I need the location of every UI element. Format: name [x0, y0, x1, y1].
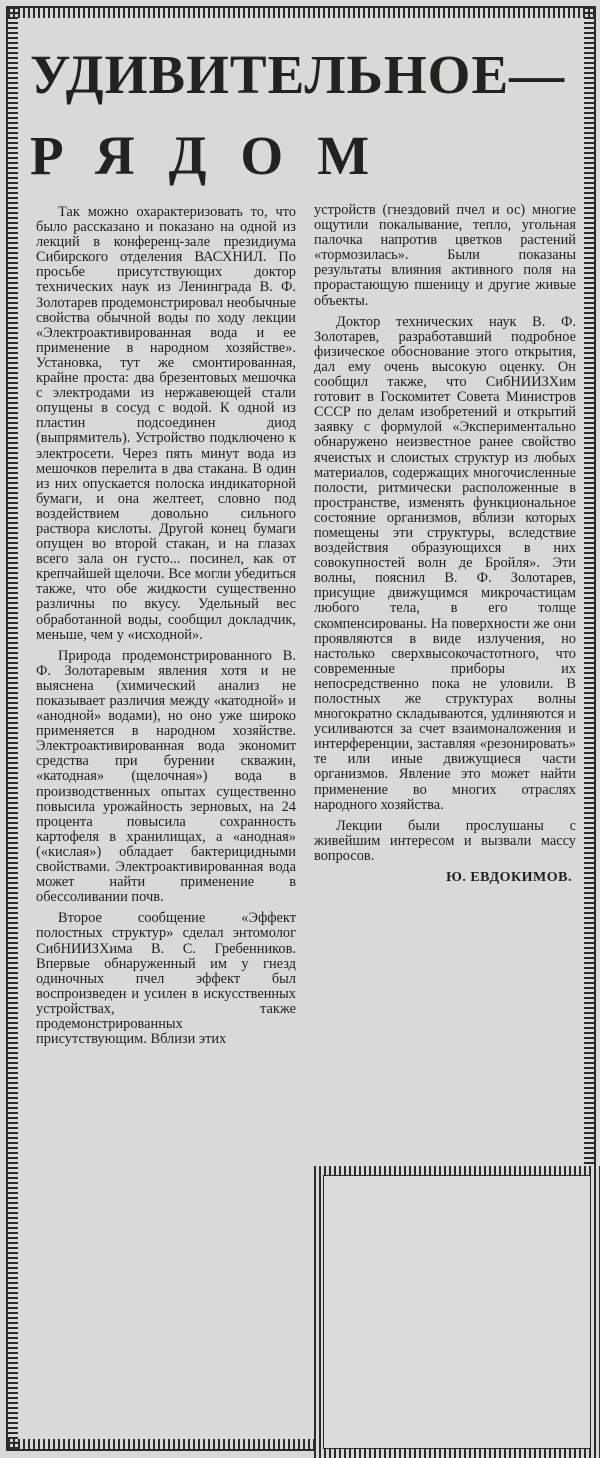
paragraph: Доктор технических наук В. Ф. Золотарев, разработавший подробное физическое обоснование этого открытия, дал ему очень высокую оценку. Он сообщил также, что СибНИИЗХим готовит в Госкомитет Совета Министров СССР по делам изобретений и открытий заявку с формулой «Экспериментально обнаружено неизвестное ранее свойство ячеистых и слоистых структур из любых материалов, содержащих многочисленные полости, ритмически расположенные в пространстве, изменять функциональное состояние организмов, вблизи которых помещены эти структуры, вследствие воздействия образующихся в них совокупностей волн де Бройля». Эти волны, пояснил В. Ф. Золотарев, присущие движущимся микрочастицам любого тела, в его толще скомпенсированы. На поверхности же они проявляются в виде излучения, но настолько сверхвысокочастотного, что современные приборы их непосредственно пока не уловили. В полостных же структурах волны многократно складываются, удлиняются и усиливаются за счет взаимоналожения и интерференции, заставляя «резонировать» те или иные движущиеся части организмов. Явление это может найти применение во многих отраслях народного хозяйства. — [314, 313, 576, 813]
paragraph: Второе сообщение «Эффект полостных структур» сделал энтомолог СибНИИЗХима В. С. Гребенников. Впервые обнаруженный им у гнезд одиночных пчел эффект был воспроизведен и усилен в искусственных устройствах, также продемонстрированных присутствующим. Вблизи этих — [36, 910, 296, 1048]
article-column-right — [314, 203, 576, 885]
frame-hatch-left — [8, 8, 18, 1449]
headline-line-1: УДИВИТЕЛЬНОЕ— — [30, 44, 566, 105]
paragraph: устройств (гнездовий пчел и ос) многие ощутили покалывание, тепло, угольная палочка напротив цветков растений «тормозилась». Были показаны результаты влияния активного поля на прорастающую пшеницу и другие живые объекты. — [314, 202, 576, 309]
article-column-left — [36, 205, 296, 1053]
headline — [30, 44, 570, 188]
frame-hatch-top — [8, 8, 594, 18]
empty-box-inner — [323, 1175, 591, 1449]
empty-framed-box — [314, 1166, 600, 1458]
headline-line-2: РЯДОМ — [30, 125, 404, 186]
author-signature: Ю. ЕВДОКИМОВ. — [446, 870, 572, 886]
paragraph: Так можно охарактеризовать то, что было рассказано и показано на одной из лекций в конференц-зале президиума Сибирского отделения ВАСХНИЛ. По просьбе присутствующих доктор технических наук из Ленинграда В. Ф. Золотарев продемонстрировал необычные свойства обычной воды по ходу лекции «Электроактивированная вода и ее применение в народном хозяйстве». Установка, тут же смонтированная, крайне проста: два брезентовых мешочка с электродами из нержавеющей стали опущены в сосуд с водой. К одной из пластин подсоединен диод (выпрямитель). Устройство подключено к электросети. Через пять минут вода из мешочков перелита в два стакана. В один из них опускается полоска индикаторной бумаги, и она желтеет, словно под воздействием довольно сильного раствора кислоты. Другой конец бумаги опущен во второй стакан, и на глазах всего зала он густо... посинел, как от крепчайшей щелочи. Все могли убедиться также, что обе жидкости существенно различны по вкусу. Удельный вес обработанной воды, сообщил докладчик, меньше, чем у «исходной». — [36, 204, 296, 643]
paragraph: Лекции были прослушаны с живейшим интересом и вызвали массу вопросов. — [314, 817, 576, 864]
paragraph: Природа продемонстрированного В. Ф. Золотаревым явления хотя и не выяснена (химический анализ не показывает различия между «катодной» и «анодной» водами), но оно уже широко применяется в народном хозяйстве. Электроактивированная вода экономит средства при бурении скважин, «катодная» (щелочная») вода в производственных опытах существенно повысила урожайность зерновых, на 24 процента повысила сохранность картофеля в хранилищах, а «анодная» («кислая») обладает бактерицидными свойствами. Электроактивированная вода может найти применение в обессоливании почв. — [36, 647, 296, 906]
